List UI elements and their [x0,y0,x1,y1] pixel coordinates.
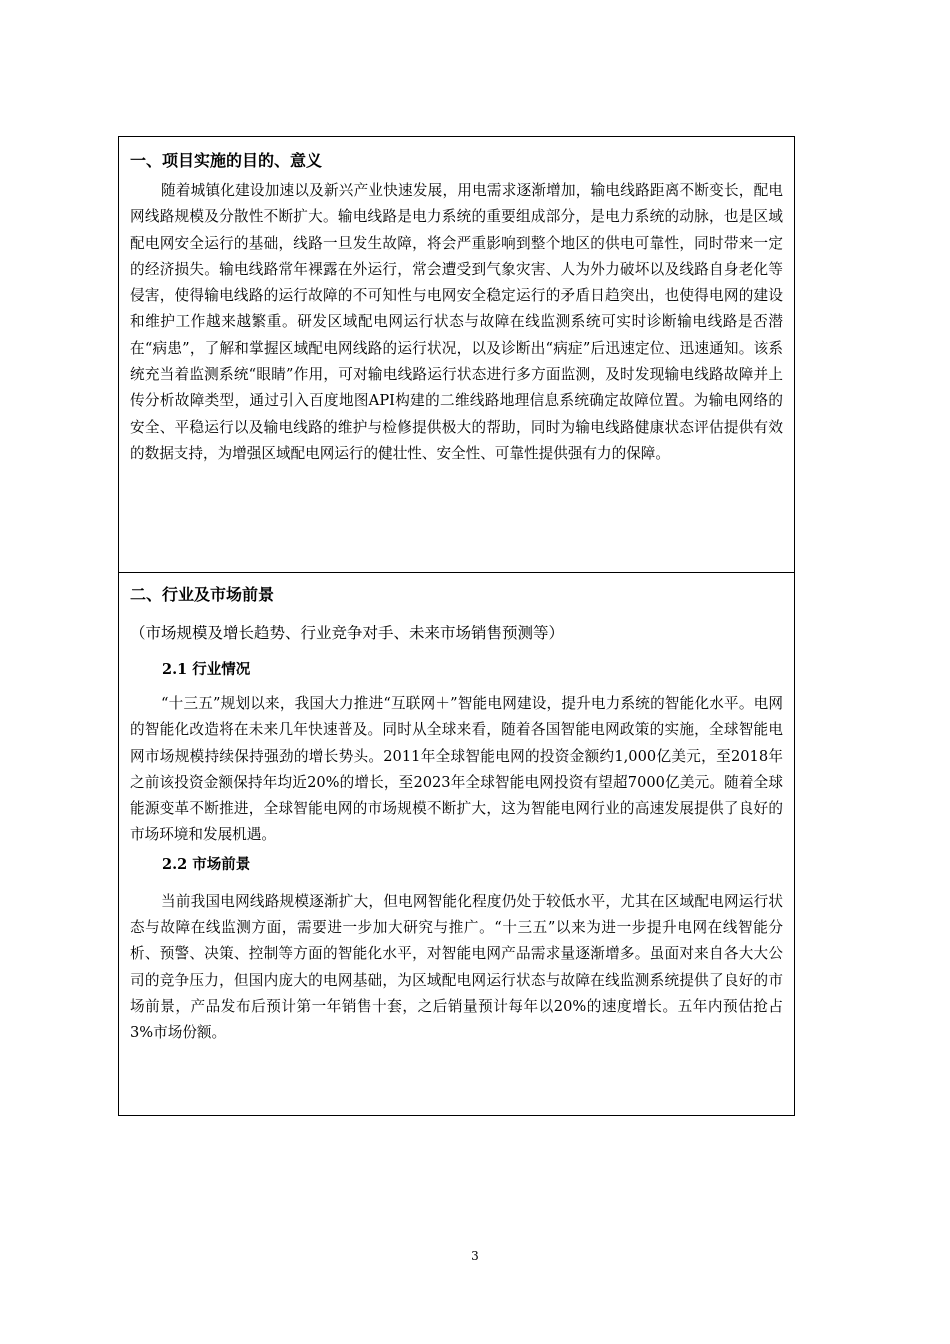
section-heading: 一、项目实施的目的、意义 [130,151,323,170]
section-paragraph: 随着城镇化建设加速以及新兴产业快速发展，用电需求逐渐增加，输电线路距离不断变长，配电网线路规模及分散性不断扩大。输电线路是电力系统的重要组成部分，是电力系统的动脉，也是区域配电网安全运行的基础，线路一旦发生故障，将会严重影响到整个地区的供电可靠性，同时带来一定的经济损失。输电线路常年裸露在外运行，常会遭受到气象灾害、人为外力破坏以及线路自身老化等侵害，使得输电线路的运行故障的不可知性与电网安全稳定运行的矛盾日趋突出，也使得电网的建设和维护工作越来越繁重。研发区域配电网运行状态与故障在线监测系统可实时诊断输电线路是否潜在“病患”，了解和掌握区域配电网线路的运行状况，以及诊断出“病症”后迅速定位、迅速通知。该系统充当着监测系统“眼睛”作用，可对输电线路运行状态进行多方面监测，及时发现输电线路故障并上传分析故障类型，通过引入百度地图API构建的二维线路地理信息系统确定故障位置。为输电网络的安全、平稳运行以及输电线路的维护与检修提供极大的帮助，同时为输电线路健康状态评估提供有效的数据支持，为增强区域配电网运行的健壮性、安全性、可靠性提供强有力的保障。 [130,182,783,462]
page-number: 3 [471,1249,479,1263]
subsection-paragraph-industry: “十三五”规划以来，我国大力推进“互联网＋”智能电网建设，提升电力系统的智能化水平。电网的智能化改造将在未来几年快速普及。同时从全球来看，随着各国智能电网政策的实施，全球智能电网市场规模持续保持强劲的增长势头。2011年全球智能电网的投资金额约1,000亿美元，至2018年之前该投资金额保持年均近20%的增长，至2023年全球智能电网投资有望超7000亿美元。随着全球能源变革不断推进，全球智能电网的市场规模不断扩大，这为智能电网行业的高速发展提供了良好的市场环境和发展机遇。 [130,695,783,844]
subsection-title-market: 2.2 市场前景 [162,855,251,873]
section-heading: 二、行业及市场前景 [130,585,275,604]
form-table [118,136,795,1116]
section-note: （市场规模及增长趋势、行业竞争对手、未来市场销售预测等） [130,624,565,642]
subsection-paragraph-market: 当前我国电网线路规模逐渐扩大，但电网智能化程度仍处于较低水平，尤其在区域配电网运行状态与故障在线监测方面，需要进一步加大研究与推广。“十三五”以来为进一步提升电网在线智能分析、预警、决策、控制等方面的智能化水平，对智能电网产品需求量逐渐增多。虽面对来自各大大公司的竞争压力，但国内庞大的电网基础，为区域配电网运行状态与故障在线监测系统提供了良好的市场前景，产品发布后预计第一年销售十套，之后销量预计每年以20%的速度增长。五年内预估抢占3%市场份额。 [130,892,783,1042]
section-market [119,572,794,1115]
section-purpose [119,137,794,572]
subsection-title-industry: 2.1 行业情况 [162,661,251,678]
